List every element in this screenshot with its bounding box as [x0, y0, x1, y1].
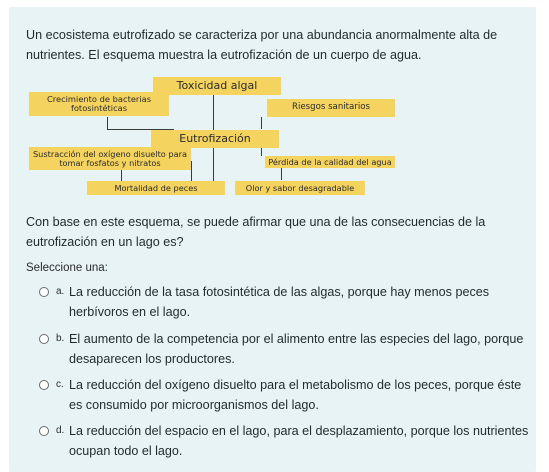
connector-line — [213, 148, 214, 181]
option-text: La reducción de la tasa fotosintética de las algas, porque hay menos peces herbívoros en el lago. — [69, 285, 490, 319]
option-b[interactable] — [39, 329, 529, 369]
option-letter: d. — [56, 425, 65, 436]
box-toxicidad-algal: Toxicidad algal — [153, 77, 281, 95]
box-mortalidad-peces: Mortalidad de peces — [87, 181, 225, 195]
question-intro: Un ecosistema eutrofizado se caracteriza por una abundancia anormalmente alta de nutrientes. El esquema muestra la eutrofización de un cuerpo de agua. — [26, 28, 498, 62]
box-crecimiento-bacterias: Crecimiento de bacterias fotosintéticas — [29, 92, 169, 116]
connector-line — [191, 161, 192, 181]
connector-line — [261, 117, 262, 129]
option-text: El aumento de la competencia por el alimento entre las especies del lago, porque desaparecen los productores. — [69, 332, 524, 366]
option-d[interactable] — [39, 421, 529, 461]
box-olor-sabor: Olor y sabor desagradable — [235, 181, 365, 195]
connector-line — [281, 168, 282, 180]
select-label: Seleccione una: — [26, 262, 108, 274]
eutrophication-diagram — [29, 73, 399, 201]
option-letter: b. — [56, 333, 65, 344]
option-text: La reducción del espacio en el lago, para el desplazamiento, porque los nutrientes ocupan todo el lago. — [69, 424, 529, 458]
box-sustraccion-oxigeno: Sustracción del oxígeno disuelto para tomar fosfatos y nitratos — [29, 147, 191, 170]
connector-line — [121, 170, 122, 181]
connector-line — [107, 117, 108, 129]
radio-button[interactable] — [39, 426, 49, 436]
question-prompt: Con base en este esquema, se puede afirmar que una de las consecuencias de la eutrofización en un lago es? — [26, 215, 486, 249]
option-letter: a. — [56, 286, 65, 297]
box-riesgos-sanitarios: Riesgos sanitarios — [267, 99, 395, 117]
option-c[interactable] — [39, 375, 529, 415]
box-eutrofizacion: Eutrofización — [151, 130, 279, 148]
radio-button[interactable] — [39, 334, 49, 344]
connector-line — [213, 95, 214, 133]
question-card — [9, 7, 536, 472]
option-text: La reducción del oxígeno disuelto para el metabolismo de los peces, porque éste es consumido por microorganismos del lago. — [69, 378, 522, 412]
connector-line — [261, 148, 262, 156]
option-letter: c. — [56, 379, 64, 390]
option-a[interactable] — [39, 282, 529, 322]
radio-button[interactable] — [39, 287, 49, 297]
box-perdida-calidad: Pérdida de la calidad del agua — [265, 156, 395, 168]
radio-button[interactable] — [39, 380, 49, 390]
